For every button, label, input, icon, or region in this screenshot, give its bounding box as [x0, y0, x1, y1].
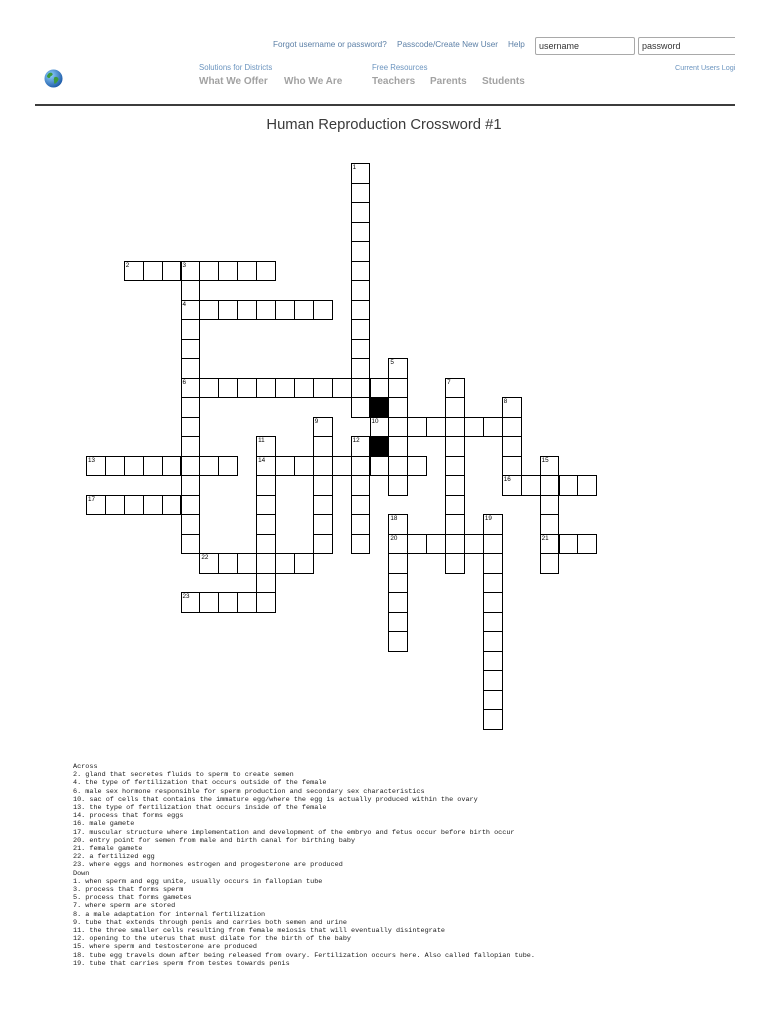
- crossword-cell: [181, 358, 201, 379]
- cell-number: 22: [201, 554, 209, 561]
- cell-number: 13: [88, 456, 96, 464]
- help-link[interactable]: Help: [508, 40, 525, 49]
- crossword-cell: [351, 514, 371, 535]
- down-clue: 5. process that forms gametes: [73, 894, 192, 903]
- crossword-cell: [256, 534, 276, 555]
- crossword-cell: [388, 592, 408, 613]
- crossword-cell: [445, 397, 465, 418]
- across-heading: Across: [73, 763, 98, 771]
- crossword-cell: [181, 417, 201, 438]
- crossword-cell: [143, 495, 163, 516]
- cell-number: 8: [503, 398, 508, 405]
- username-input[interactable]: [535, 37, 635, 55]
- crossword-cell: [162, 261, 182, 282]
- crossword-cell: [351, 241, 371, 262]
- nav-what-we-offer[interactable]: What We Offer: [199, 76, 268, 87]
- cell-number: 11: [258, 437, 265, 444]
- clue-list: [73, 763, 535, 968]
- crossword-cell: [199, 553, 219, 574]
- down-clue: 8. a male adaptation for internal fertilization: [73, 910, 266, 919]
- current-users-login-link[interactable]: Current Users Logi: [675, 63, 735, 72]
- crossword-cell: [388, 436, 408, 457]
- crossword-cell: [199, 456, 219, 477]
- nav-parents[interactable]: Parents: [430, 76, 467, 87]
- crossword-cell: [181, 456, 201, 477]
- across-clue: 10. sac of cells that contains the immature egg/where the egg is actually produced within the ovary: [73, 795, 478, 804]
- crossword-cell: [256, 378, 276, 399]
- crossword-cell: [388, 573, 408, 594]
- crossword-cell: [388, 612, 408, 633]
- crossword-cell: [218, 378, 238, 399]
- crossword-cell: [275, 378, 295, 399]
- down-clue-list: [73, 878, 535, 968]
- crossword-cell: [181, 261, 201, 282]
- crossword-cell: [181, 592, 201, 613]
- crossword-cell: [256, 475, 276, 496]
- crossword-cell: [351, 475, 371, 496]
- crossword-cell: [351, 534, 371, 555]
- crossword-cell: [275, 553, 295, 574]
- crossword-cell: [370, 378, 390, 399]
- crossword-cell: [483, 514, 503, 535]
- crossword-cell: [577, 475, 597, 496]
- crossword-cell: [388, 417, 408, 438]
- across-clue: 23. where eggs and hormones estrogen and progesterone are produced: [73, 861, 343, 870]
- globe-icon-graphic: [44, 69, 63, 88]
- across-clue: 21. female gamete: [73, 845, 143, 854]
- crossword-cell: [540, 534, 560, 555]
- crossword-cell: [313, 534, 333, 555]
- crossword-cell: [256, 436, 276, 457]
- crossword-cell: [540, 514, 560, 535]
- crossword-cell: [313, 378, 333, 399]
- cell-number: 15: [541, 456, 549, 464]
- crossword-cell: [407, 417, 427, 438]
- crossword-cell: [351, 202, 371, 223]
- nav-heading-districts: Solutions for Districts: [199, 63, 273, 72]
- crossword-cell: [313, 456, 333, 477]
- forgot-credentials-link[interactable]: Forgot username or password?: [273, 40, 387, 49]
- crossword-cell: [351, 300, 371, 321]
- crossword-cell: [199, 378, 219, 399]
- cell-number: 20: [390, 534, 398, 542]
- crossword-cell: [464, 417, 484, 438]
- crossword-cell: [294, 378, 314, 399]
- crossword-cell: [313, 300, 333, 321]
- crossword-cell: [351, 183, 371, 204]
- down-clue: 9. tube that extends through penis and carries both semen and urine: [73, 918, 347, 927]
- crossword-cell: [256, 553, 276, 574]
- crossword-cell: [483, 690, 503, 711]
- crossword-cell: [143, 261, 163, 282]
- crossword-cell: [559, 475, 579, 496]
- cell-number: 19: [484, 515, 492, 522]
- crossword-cell: [199, 592, 219, 613]
- crossword-cell: [370, 417, 390, 438]
- globe-ocean: [44, 69, 62, 87]
- crossword-cell: [181, 378, 201, 399]
- crossword-cell: [483, 573, 503, 594]
- down-clue: 18. tube egg travels down after being released from ovary. Fertilization occurs here. Also called fallopian tube.: [73, 951, 535, 960]
- crossword-cell: [351, 397, 371, 418]
- passcode-create-user-link[interactable]: Passcode/Create New User: [397, 40, 499, 49]
- crossword-cell: [559, 534, 579, 555]
- crossword-cell: [445, 553, 465, 574]
- crossword-cell: [351, 436, 371, 457]
- across-clue: 6. male sex hormone responsible for sperm production and secondary sex characteristics: [73, 787, 425, 796]
- crossword-cell: [181, 436, 201, 457]
- crossword-cell: [445, 514, 465, 535]
- crossword-cell: [351, 261, 371, 282]
- crossword-cell: [218, 261, 238, 282]
- crossword-cell: [388, 475, 408, 496]
- crossword-cell: [426, 534, 446, 555]
- crossword-cell: [294, 300, 314, 321]
- crossword-cell: [313, 417, 333, 438]
- crossword-cell: [181, 339, 201, 360]
- crossword-cell: [407, 534, 427, 555]
- crossword-cell: [237, 261, 257, 282]
- cell-number: 6: [182, 378, 187, 386]
- password-input[interactable]: [638, 37, 735, 55]
- crossword-cell: [351, 222, 371, 243]
- crossword-cell: [181, 397, 201, 418]
- crossword-cell: [388, 378, 408, 399]
- crossword-cell: [124, 261, 144, 282]
- cell-number: 21: [541, 534, 549, 542]
- down-clue: 3. process that forms sperm: [73, 886, 184, 895]
- crossword-cell: [256, 495, 276, 516]
- crossword-cell: [388, 456, 408, 477]
- down-clue: 19. tube that carries sperm from testes towards penis: [73, 959, 290, 968]
- crossword-cell: [370, 456, 390, 477]
- crossword-cell: [86, 456, 106, 477]
- crossword-cell: [162, 456, 182, 477]
- crossword-cell: [105, 456, 125, 477]
- crossword-cell: [445, 475, 465, 496]
- cell-number: 2: [125, 261, 130, 269]
- crossword-cell: [162, 495, 182, 516]
- nav-heading-free-resources: Free Resources: [372, 63, 428, 72]
- crossword-cell: [521, 475, 541, 496]
- crossword-cell: [181, 495, 201, 516]
- crossword-cell: [426, 417, 446, 438]
- crossword-cell: [275, 456, 295, 477]
- crossword-cell: [483, 553, 503, 574]
- crossword-cell: [218, 553, 238, 574]
- crossword-cell: [483, 631, 503, 652]
- crossword-cell: [407, 456, 427, 477]
- crossword-cell: [483, 417, 503, 438]
- crossword-cell: [445, 378, 465, 399]
- crossword-cell: [294, 553, 314, 574]
- crossword-cell: [502, 456, 522, 477]
- crossword-cell: [332, 378, 352, 399]
- crossword-cell: [256, 300, 276, 321]
- crossword-cell: [483, 592, 503, 613]
- across-clue: 2. gland that secretes fluids to sperm to create semen: [73, 771, 294, 780]
- crossword-cell: [445, 417, 465, 438]
- crossword-cell: [502, 417, 522, 438]
- nav-who-we-are[interactable]: Who We Are: [284, 76, 343, 87]
- crossword-cell: [218, 300, 238, 321]
- down-clue: 7. where sperm are stored: [73, 902, 176, 911]
- crossword-cell: [483, 709, 503, 730]
- across-clue: 20. entry point for semen from male and birth canal for birthing baby: [73, 836, 356, 845]
- crossword-cell: [464, 534, 484, 555]
- crossword-cell: [445, 436, 465, 457]
- crossword-cell: [502, 475, 522, 496]
- cell-number: 10: [371, 417, 379, 425]
- crossword-cell: [181, 280, 201, 301]
- cell-number: 1: [352, 164, 357, 171]
- crossword-cell: [388, 358, 408, 379]
- crossword-cell: [237, 378, 257, 399]
- crossword-cell: [237, 300, 257, 321]
- crossword-cell: [483, 670, 503, 691]
- crossword-cell: [502, 397, 522, 418]
- crossword-cell: [181, 514, 201, 535]
- cell-number: 17: [88, 495, 96, 503]
- crossword-cell: [143, 456, 163, 477]
- crossword-cell: [483, 534, 503, 555]
- cell-number: 18: [390, 515, 398, 522]
- crossword-cell: [313, 514, 333, 535]
- cell-number: 14: [258, 456, 266, 464]
- cell-number: 16: [503, 476, 511, 483]
- across-clue: 22. a fertilized egg: [73, 853, 155, 862]
- nav-teachers[interactable]: Teachers: [372, 76, 416, 87]
- crossword-cell: [181, 475, 201, 496]
- crossword-cell: [181, 300, 201, 321]
- crossword-cell: [445, 534, 465, 555]
- cell-number: 4: [182, 300, 187, 308]
- crossword-block: [370, 436, 390, 457]
- crossword-cell: [445, 495, 465, 516]
- down-clue: 1. when sperm and egg unite, usually occurs in fallopian tube: [73, 877, 323, 886]
- crossword-cell: [351, 319, 371, 340]
- crossword-cell: [351, 339, 371, 360]
- across-clue: 13. the type of fertilization that occurs inside of the female: [73, 804, 327, 813]
- crossword-cell: [256, 592, 276, 613]
- nav-students[interactable]: Students: [482, 76, 525, 87]
- crossword-block: [370, 397, 390, 418]
- cell-number: 12: [352, 437, 360, 444]
- crossword-cell: [294, 456, 314, 477]
- crossword-cell: [237, 553, 257, 574]
- crossword-cell: [540, 475, 560, 496]
- crossword-cell: [351, 280, 371, 301]
- crossword-cell: [351, 358, 371, 379]
- crossword-cell: [332, 456, 352, 477]
- crossword-cell: [199, 300, 219, 321]
- crossword-cell: [313, 475, 333, 496]
- down-clue: 12. opening to the uterus that must dilate for the birth of the baby: [73, 935, 351, 944]
- cell-number: 3: [182, 261, 187, 269]
- cell-number: 23: [182, 593, 190, 600]
- crossword-cell: [388, 553, 408, 574]
- cell-number: 5: [390, 359, 394, 366]
- crossword-cell: [351, 495, 371, 516]
- crossword-cell: [388, 534, 408, 555]
- crossword-cell: [351, 163, 371, 184]
- crossword-grid: [86, 163, 598, 730]
- crossword-cell: [275, 300, 295, 321]
- crossword-cell: [502, 436, 522, 457]
- crossword-cell: [313, 495, 333, 516]
- crossword-cell: [181, 319, 201, 340]
- crossword-cell: [218, 592, 238, 613]
- cell-number: 9: [314, 417, 319, 425]
- crossword-cell: [105, 495, 125, 516]
- crossword-cell: [124, 495, 144, 516]
- crossword-cell: [218, 456, 238, 477]
- crossword-cell: [540, 495, 560, 516]
- down-clue: 11. the three smaller cells resulting from female meiosis that will eventually disintegrate: [73, 927, 446, 936]
- crossword-cell: [256, 573, 276, 594]
- crossword-cell: [86, 495, 106, 516]
- globe-logo-icon[interactable]: [44, 69, 63, 88]
- down-clue: 15. where sperm and testosterone are produced: [73, 943, 257, 952]
- crossword-cell: [256, 514, 276, 535]
- crossword-cell: [388, 631, 408, 652]
- crossword-cell: [540, 456, 560, 477]
- crossword-cell: [540, 553, 560, 574]
- crossword-cell: [388, 514, 408, 535]
- puzzle-title: Human Reproduction Crossword #1: [266, 117, 502, 133]
- crossword-cell: [199, 261, 219, 282]
- crossword-cell: [483, 651, 503, 672]
- across-clue: 16. male gamete: [73, 820, 135, 829]
- crossword-cell: [577, 534, 597, 555]
- across-clue-list: [73, 771, 535, 869]
- crossword-cell: [256, 261, 276, 282]
- down-heading: Down: [73, 869, 90, 878]
- crossword-cell: [124, 456, 144, 477]
- crossword-cell: [351, 378, 371, 399]
- across-clue: 17. muscular structure where implementation and development of the embryo and fetus occur before birth occur: [73, 828, 515, 837]
- crossword-cell: [351, 456, 371, 477]
- cell-number: 7: [447, 378, 451, 386]
- crossword-cell: [445, 456, 465, 477]
- across-clue: 4. the type of fertilization that occurs outside of the female: [73, 779, 327, 788]
- crossword-cell: [256, 456, 276, 477]
- crossword-cell: [388, 397, 408, 418]
- crossword-cell: [181, 534, 201, 555]
- crossword-cell: [483, 612, 503, 633]
- crossword-cell: [237, 592, 257, 613]
- across-clue: 14. process that forms eggs: [73, 812, 184, 821]
- header-divider: [35, 104, 735, 106]
- site-header: [0, 0, 735, 100]
- crossword-cell: [313, 436, 333, 457]
